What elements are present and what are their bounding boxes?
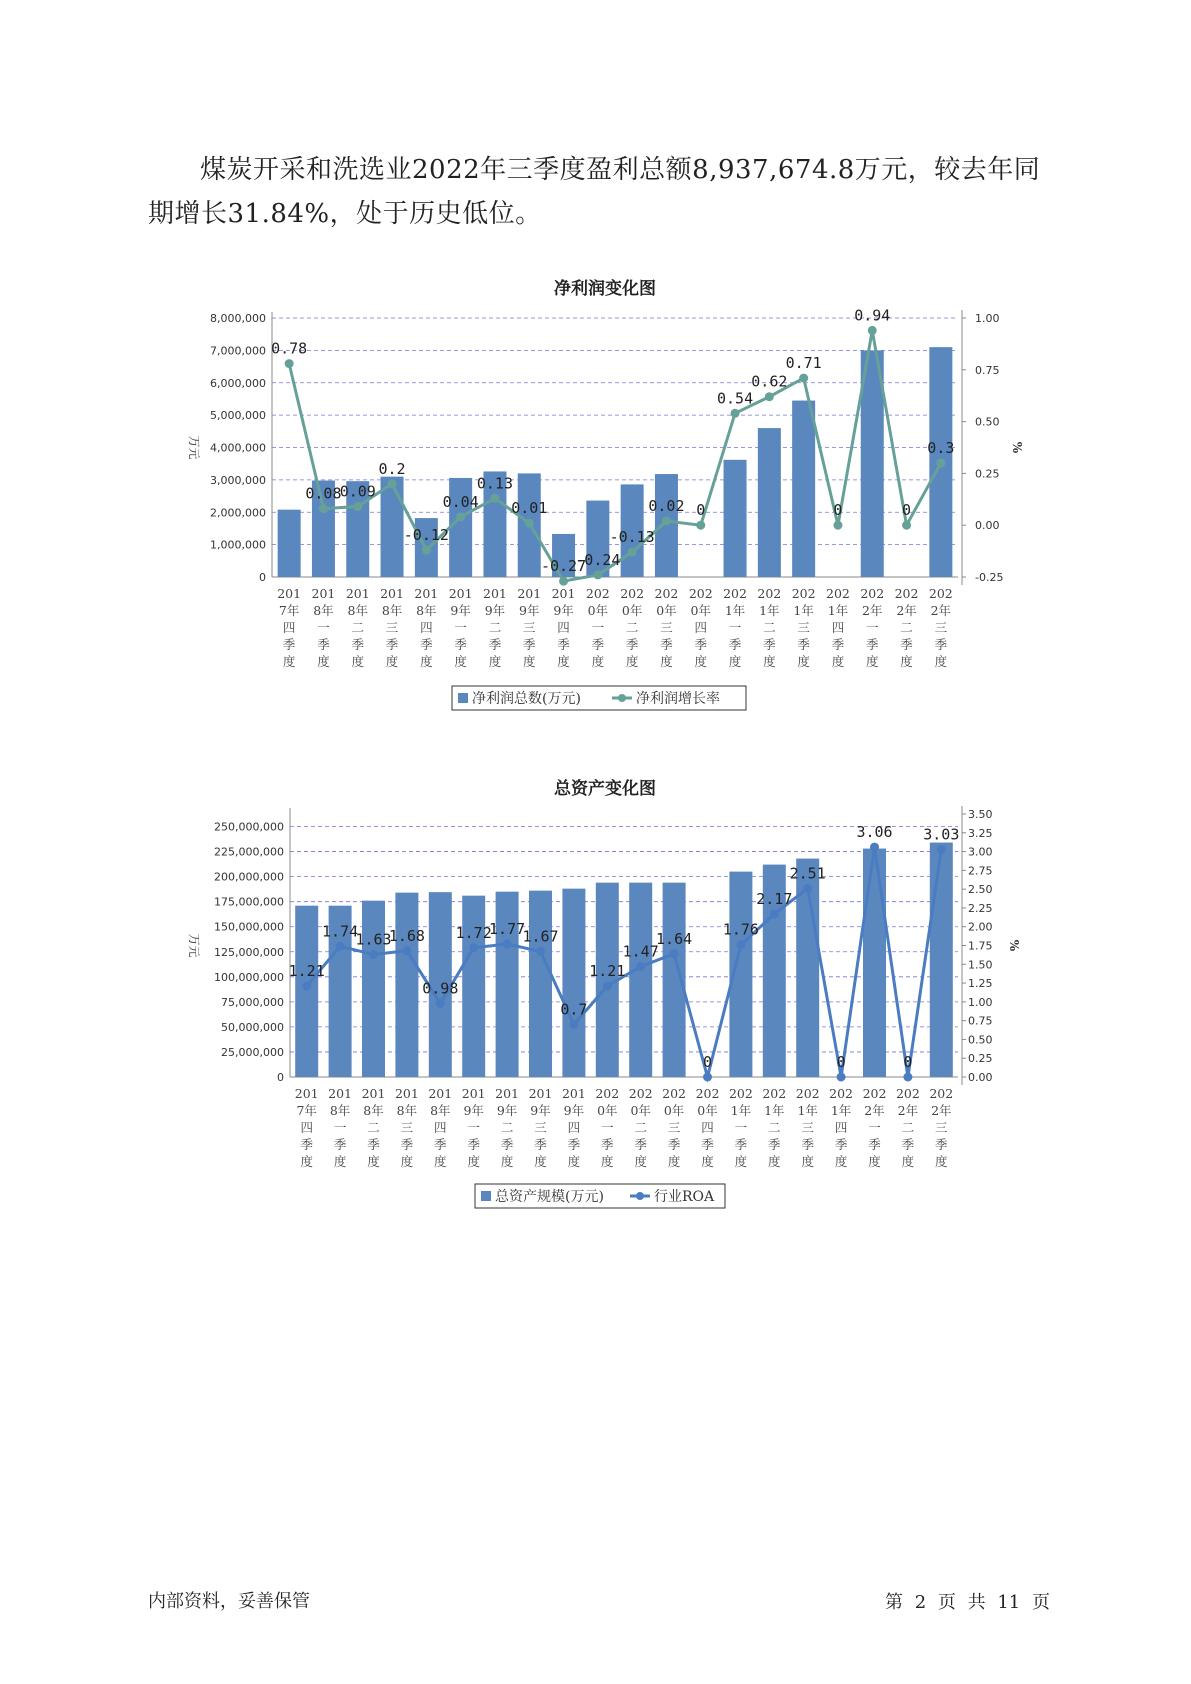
line-point xyxy=(402,946,411,955)
x-tick-label: 202 2年三季度 xyxy=(928,586,953,669)
data-label: 3.03 xyxy=(923,825,960,844)
y2-tick-label: 0.25 xyxy=(975,467,1000,481)
bar xyxy=(278,510,301,577)
bar xyxy=(560,889,588,1077)
x-tick-label: 201 8年二季度 xyxy=(345,586,370,669)
line-point xyxy=(593,570,602,579)
bar xyxy=(381,477,404,577)
data-label: 2.17 xyxy=(756,889,793,908)
y-tick-label: 8,000,000 xyxy=(210,312,266,325)
line-point xyxy=(336,942,345,951)
x-tick-label: 201 8年四季度 xyxy=(414,586,439,669)
data-label: 0.54 xyxy=(716,389,754,408)
y-tick-label: 175,000,000 xyxy=(214,895,284,909)
bar xyxy=(395,893,418,1077)
y2-tick-label: 3.00 xyxy=(968,845,993,859)
data-label: 1.21 xyxy=(288,962,325,981)
line-point xyxy=(302,982,311,991)
data-label: 1.63 xyxy=(355,930,392,949)
line-point xyxy=(770,909,779,918)
bar xyxy=(758,428,781,577)
line-point xyxy=(662,517,671,526)
data-label: 0.78 xyxy=(271,339,308,358)
x-tick-label: 201 9年二季度 xyxy=(495,1086,520,1169)
y2-tick-label: 3.25 xyxy=(968,826,993,840)
x-tick-label: 202 1年三季度 xyxy=(795,1086,820,1169)
data-label: 1.68 xyxy=(388,926,425,945)
data-label: 0.09 xyxy=(339,482,376,501)
y2-tick-label: 0.25 xyxy=(968,1052,993,1066)
x-tick-label: 202 0年四季度 xyxy=(695,1086,720,1169)
x-tick-label: 201 7年四季度 xyxy=(294,1086,319,1169)
line-point xyxy=(369,950,378,959)
y-tick-label: 200,000,000 xyxy=(214,870,284,884)
y-tick-label: 100,000,000 xyxy=(214,970,284,984)
y-tick-label: 250,000,000 xyxy=(214,820,284,834)
line-point xyxy=(628,548,637,557)
bar xyxy=(295,906,318,1077)
data-label: 0.71 xyxy=(785,354,822,373)
x-tick-label: 202 1年一季度 xyxy=(728,1086,753,1169)
bar xyxy=(362,901,385,1077)
y-tick-label: 6,000,000 xyxy=(210,376,266,390)
footer-page-number: 第 2 页 共 11 页 xyxy=(885,1592,1050,1613)
x-tick-label: 202 0年四季度 xyxy=(688,586,713,669)
bar xyxy=(724,460,747,577)
data-label: 0.94 xyxy=(854,306,891,325)
data-label: 0 xyxy=(696,501,706,520)
data-label: 0 xyxy=(836,1053,846,1071)
x-tick-label: 202 1年四季度 xyxy=(829,1086,854,1169)
data-label: 0.08 xyxy=(305,484,342,503)
x-tick-label: 202 1年二季度 xyxy=(762,1086,787,1169)
y2-tick-label: 0.00 xyxy=(968,1071,993,1084)
y2-tick-label: 2.75 xyxy=(968,864,993,878)
y2-tick-label: 1.75 xyxy=(968,939,993,953)
y-tick-label: 1,000,000 xyxy=(210,538,266,552)
legend-bar-label: 净利润总数(万元) xyxy=(472,691,581,707)
line-point xyxy=(731,409,740,418)
data-label: 0.01 xyxy=(511,499,548,518)
x-tick-label: 202 1年一季度 xyxy=(723,586,747,669)
y-tick-label: 150,000,000 xyxy=(214,920,284,934)
y2-tick-label: 2.25 xyxy=(968,901,993,915)
y-tick-label: 3,000,000 xyxy=(210,473,266,487)
y2-tick-label: 2.00 xyxy=(968,920,993,934)
line-point xyxy=(569,1020,578,1029)
line-point xyxy=(703,1073,712,1082)
line-point xyxy=(388,479,397,488)
line-point xyxy=(902,521,911,530)
line-point xyxy=(696,521,705,530)
line-point xyxy=(833,521,842,530)
x-tick-label: 201 9年二季度 xyxy=(483,586,507,669)
y2-tick-label: 1.00 xyxy=(975,312,1000,325)
line-point xyxy=(503,939,512,948)
chart-2-group xyxy=(187,806,1021,1208)
data-label: 0.02 xyxy=(648,497,685,516)
data-label: 0.7 xyxy=(560,1000,588,1019)
bar xyxy=(629,883,652,1077)
legend-line-marker xyxy=(636,1192,644,1200)
line-point xyxy=(456,512,465,521)
line-point xyxy=(436,999,445,1008)
y2-axis-label: % xyxy=(1010,441,1024,454)
x-tick-label: 202 1年三季度 xyxy=(791,586,816,669)
x-tick-label: 202 2年二季度 xyxy=(894,586,919,669)
y-axis-label: 万元 xyxy=(187,435,201,460)
line-point xyxy=(490,494,499,503)
y2-tick-label: 0.50 xyxy=(975,415,1000,429)
y-tick-label: 5,000,000 xyxy=(210,409,266,423)
x-tick-label: 202 2年一季度 xyxy=(860,586,885,669)
line-point xyxy=(603,982,612,991)
data-label: 0 xyxy=(833,501,843,520)
x-tick-label: 201 8年三季度 xyxy=(380,586,404,669)
data-label: 0 xyxy=(702,1053,713,1071)
y2-tick-label: 3.50 xyxy=(968,808,993,821)
x-tick-label: 201 8年二季度 xyxy=(361,1086,386,1169)
bar xyxy=(930,843,953,1077)
chart-1-group xyxy=(187,306,1024,710)
x-tick-label: 201 9年三季度 xyxy=(528,1086,553,1169)
x-tick-label: 202 0年三季度 xyxy=(654,586,679,669)
x-tick-label: 201 9年四季度 xyxy=(551,586,576,669)
y2-tick-label: -0.25 xyxy=(975,571,1004,584)
line-point xyxy=(765,392,774,401)
y-tick-label: 225,000,000 xyxy=(214,845,284,859)
x-tick-label: 202 1年四季度 xyxy=(826,586,850,669)
y-axis-label: 万元 xyxy=(187,933,201,958)
data-label: 1.72 xyxy=(455,923,492,942)
data-label: 0.62 xyxy=(751,372,788,391)
x-tick-label: 202 0年一季度 xyxy=(595,1086,620,1169)
line-point xyxy=(422,546,431,555)
line-point xyxy=(799,374,808,383)
x-tick-label: 202 0年一季度 xyxy=(585,586,610,669)
line-point xyxy=(469,943,478,952)
line-point xyxy=(559,577,568,586)
line-point xyxy=(525,519,534,528)
y2-tick-label: 1.00 xyxy=(968,995,993,1009)
data-label: 0.2 xyxy=(378,459,406,478)
legend-line-marker xyxy=(618,694,626,702)
chart2-title: 总资产变化图 xyxy=(554,779,656,799)
line-point xyxy=(937,845,946,854)
legend-line-label: 净利润增长率 xyxy=(636,691,720,707)
y-tick-label: 2,000,000 xyxy=(210,506,266,520)
y-tick-label: 25,000,000 xyxy=(221,1045,284,1059)
data-label: 2.51 xyxy=(789,864,826,883)
x-tick-label: 201 8年一季度 xyxy=(328,1086,353,1169)
data-label: -0.27 xyxy=(540,557,587,576)
x-tick-label: 201 7年四季度 xyxy=(277,586,302,669)
legend-bar-swatch xyxy=(458,693,468,703)
line-point xyxy=(936,459,945,468)
line-point xyxy=(903,1073,912,1082)
y-tick-label: 0 xyxy=(277,1071,284,1084)
x-tick-label: 201 9年一季度 xyxy=(461,1086,486,1169)
data-label: 1.74 xyxy=(322,922,359,941)
x-tick-label: 201 9年一季度 xyxy=(448,586,473,669)
line-point xyxy=(285,359,294,368)
legend-bar-swatch xyxy=(481,1191,491,1201)
line-point xyxy=(536,947,545,956)
y2-tick-label: 2.50 xyxy=(968,883,993,897)
line-point xyxy=(803,884,812,893)
y-tick-label: 0 xyxy=(259,571,266,584)
legend xyxy=(475,1184,725,1208)
y-tick-label: 50,000,000 xyxy=(221,1020,284,1034)
line-point xyxy=(837,1073,846,1082)
x-tick-label: 202 2年一季度 xyxy=(862,1086,887,1169)
legend xyxy=(452,686,746,710)
x-tick-label: 201 8年一季度 xyxy=(311,586,336,669)
legend-bar-label: 总资产规模(万元) xyxy=(495,1189,604,1205)
x-tick-label: 201 8年三季度 xyxy=(394,1086,419,1169)
line-point xyxy=(870,843,879,852)
x-tick-label: 201 9年四季度 xyxy=(561,1086,586,1169)
chart1-title: 净利润变化图 xyxy=(554,279,656,299)
data-label: 3.06 xyxy=(856,823,893,842)
summary-text: 煤炭开采和洗选业2022年三季度盈利总额8,937,674.8万元，较去年同期增长31.84%，处于历史低位。 xyxy=(148,155,1041,229)
x-tick-label: 201 9年三季度 xyxy=(517,586,542,669)
data-label: 1.64 xyxy=(656,929,693,948)
x-tick-label: 202 0年二季度 xyxy=(628,1086,653,1169)
y2-tick-label: 0.00 xyxy=(975,519,1000,533)
line-point xyxy=(736,940,745,949)
y2-tick-label: 1.25 xyxy=(968,977,993,991)
line-point xyxy=(670,949,679,958)
y-tick-label: 125,000,000 xyxy=(214,945,284,959)
x-tick-label: 202 2年三季度 xyxy=(929,1086,954,1169)
data-label: 1.76 xyxy=(722,920,759,939)
y-tick-label: 4,000,000 xyxy=(210,441,266,455)
y-tick-label: 7,000,000 xyxy=(210,344,266,358)
line-point xyxy=(868,326,877,335)
x-tick-label: 202 1年二季度 xyxy=(757,586,782,669)
y2-tick-label: 1.50 xyxy=(968,958,993,972)
x-tick-label: 202 0年二季度 xyxy=(620,586,645,669)
x-tick-label: 201 8年四季度 xyxy=(428,1086,453,1169)
y2-tick-label: 0.75 xyxy=(968,1014,993,1028)
line-point xyxy=(353,502,362,511)
data-label: 1.67 xyxy=(522,927,559,946)
data-label: 1.47 xyxy=(622,942,659,961)
x-tick-label: 202 2年二季度 xyxy=(895,1086,920,1169)
bar xyxy=(529,891,552,1077)
data-label: 0.13 xyxy=(476,474,514,493)
x-tick-label: 202 0年三季度 xyxy=(662,1086,687,1169)
data-label: 0.98 xyxy=(422,979,459,998)
bar xyxy=(792,401,815,577)
data-label: 0 xyxy=(902,501,912,520)
data-label: 0 xyxy=(903,1053,913,1071)
legend-line-label: 行业ROA xyxy=(654,1189,715,1205)
data-label: -0.13 xyxy=(609,528,655,547)
y2-tick-label: 0.50 xyxy=(968,1033,993,1047)
data-label: -0.24 xyxy=(575,550,621,569)
data-label: 0.04 xyxy=(442,492,479,511)
data-label: 1.21 xyxy=(589,962,626,981)
data-label: 1.77 xyxy=(489,919,526,938)
y2-tick-label: 0.75 xyxy=(975,363,1000,377)
line-point xyxy=(319,504,328,513)
y2-axis-label: % xyxy=(1007,939,1021,952)
footer-confidential: 内部资料，妥善保管 xyxy=(148,1591,310,1612)
data-label: -0.12 xyxy=(403,526,449,545)
data-label: 0.3 xyxy=(927,439,955,458)
bar xyxy=(863,849,886,1077)
line-point xyxy=(636,962,645,971)
y-tick-label: 75,000,000 xyxy=(221,995,284,1009)
